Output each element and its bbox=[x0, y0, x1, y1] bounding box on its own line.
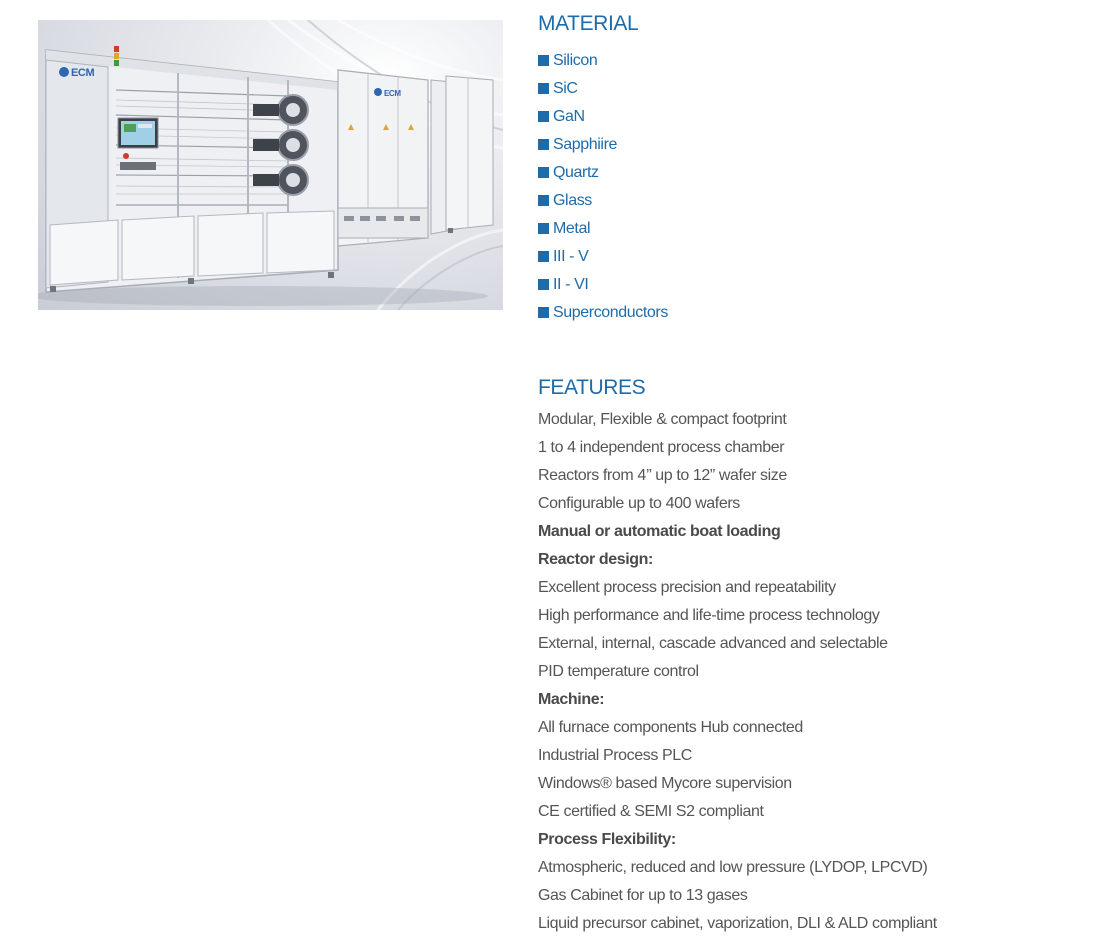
features-list bbox=[538, 406, 937, 938]
material-item-label: Superconductors bbox=[553, 304, 668, 321]
square-bullet-icon bbox=[538, 111, 549, 122]
square-bullet-icon bbox=[538, 223, 549, 234]
square-bullet-icon bbox=[538, 83, 549, 94]
material-item bbox=[538, 47, 668, 75]
feature-item: Industrial Process PLC bbox=[538, 747, 692, 764]
feature-item: All furnace components Hub connected bbox=[538, 719, 803, 736]
ecm-logo-small: ECM bbox=[384, 89, 401, 98]
feature-subheading: Reactor design: bbox=[538, 551, 653, 568]
feature-item: Liquid precursor cabinet, vaporization, DLI & ALD compliant bbox=[538, 915, 937, 932]
material-item bbox=[538, 243, 668, 271]
feature-item: External, internal, cascade advanced and selectable bbox=[538, 635, 888, 652]
material-item-label: Glass bbox=[553, 192, 592, 209]
material-item bbox=[538, 215, 668, 243]
feature-item: Gas Cabinet for up to 13 gases bbox=[538, 887, 748, 904]
material-item bbox=[538, 187, 668, 215]
feature-item: Modular, Flexible & compact footprint bbox=[538, 411, 787, 428]
feature-item: CE certified & SEMI S2 compliant bbox=[538, 803, 764, 820]
ecm-logo: ECM bbox=[71, 67, 95, 79]
material-item-label: SiC bbox=[553, 80, 578, 97]
square-bullet-icon bbox=[538, 307, 549, 318]
square-bullet-icon bbox=[538, 139, 549, 150]
feature-item: Windows® based Mycore supervision bbox=[538, 775, 792, 792]
feature-subheading: Process Flexibility: bbox=[538, 831, 676, 848]
square-bullet-icon bbox=[538, 195, 549, 206]
feature-item: Configurable up to 400 wafers bbox=[538, 495, 740, 512]
material-item bbox=[538, 103, 668, 131]
feature-item: PID temperature control bbox=[538, 663, 699, 680]
product-photo bbox=[38, 20, 503, 310]
square-bullet-icon bbox=[538, 279, 549, 290]
material-item bbox=[538, 299, 668, 327]
material-item bbox=[538, 131, 668, 159]
material-item-label: Silicon bbox=[553, 52, 598, 69]
feature-item: High performance and life-time process technology bbox=[538, 607, 880, 624]
material-item-label: Metal bbox=[553, 220, 591, 237]
material-item-label: II - VI bbox=[553, 276, 589, 293]
feature-item: Atmospheric, reduced and low pressure (LYDOP, LPCVD) bbox=[538, 859, 928, 876]
material-item bbox=[538, 271, 668, 299]
square-bullet-icon bbox=[538, 251, 549, 262]
material-item-label: Sapphiire bbox=[553, 136, 618, 153]
features-heading: FEATURES bbox=[538, 376, 646, 399]
material-heading: MATERIAL bbox=[538, 12, 639, 35]
material-item bbox=[538, 75, 668, 103]
feature-item: Reactors from 4’’ up to 12” wafer size bbox=[538, 467, 787, 484]
feature-subheading: Machine: bbox=[538, 691, 605, 708]
material-item-label: III - V bbox=[553, 248, 589, 265]
material-item bbox=[538, 159, 668, 187]
feature-item: Excellent process precision and repeatability bbox=[538, 579, 836, 596]
square-bullet-icon bbox=[538, 167, 549, 178]
square-bullet-icon bbox=[538, 55, 549, 66]
feature-subheading: Manual or automatic boat loading bbox=[538, 523, 781, 540]
feature-item: 1 to 4 independent process chamber bbox=[538, 439, 785, 456]
material-item-label: GaN bbox=[553, 108, 585, 125]
furnace-illustration bbox=[38, 20, 503, 310]
material-list bbox=[538, 47, 668, 327]
material-item-label: Quartz bbox=[553, 164, 599, 181]
